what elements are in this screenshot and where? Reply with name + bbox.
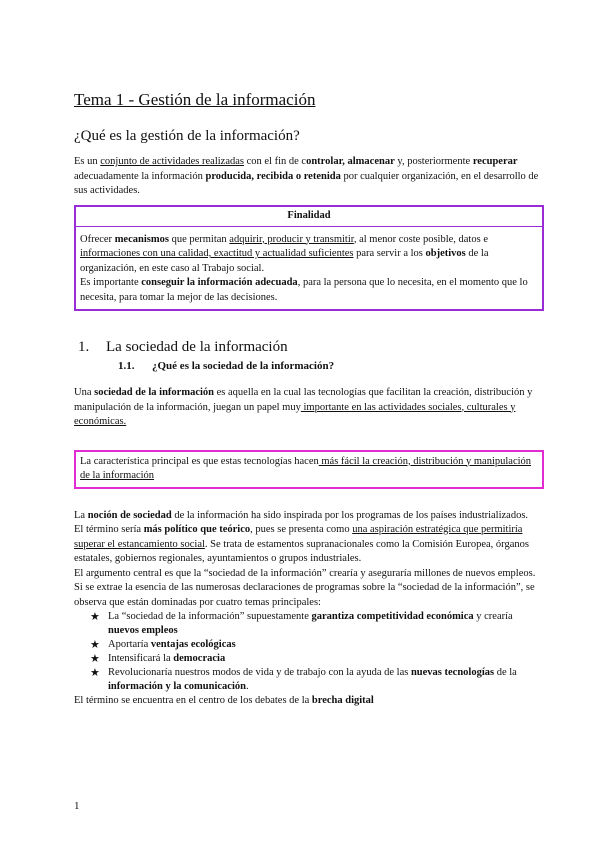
paragraph-argument: El argumento central es que la “sociedad de la información” crearía y aseguraría millones de nuevos empleos. xyxy=(74,567,536,579)
document-title: Tema 1 - Gestión de la información xyxy=(74,90,316,109)
finalidad-box xyxy=(74,205,544,312)
intro-paragraph: Es un conjunto de actividades realizadas con el fin de controlar, almacenar y, posteriormente recuperar adecuadamente la información producida, recibida o retenida por cualquier organización, en el desarrollo de sus actividades. xyxy=(74,156,539,196)
characteristic-text: La característica principal es que estas tecnologías hacen más fácil la creación, distribución y manipulación de la información xyxy=(80,455,532,481)
star-bullet-icon: ★ xyxy=(90,667,100,679)
themes-list xyxy=(74,610,544,694)
section-1-title: La sociedad de la información xyxy=(106,339,288,355)
list-item: ★ Revolucionaría nuestros modos de vida y de trabajo con la ayuda de las nuevas tecnologías de la información y la comunicación. xyxy=(90,667,517,692)
document-page xyxy=(74,90,544,709)
finalidad-paragraph-1: Ofrecer mecanismos que permitan adquirir, producir y transmitir, al menor coste posible, datos e informaciones con una calidad, exactitud y actualidad suficientes para servir a los objetivos de la organización, en este caso al Trabajo social. xyxy=(80,233,489,274)
section-1-1-heading xyxy=(118,360,544,372)
finalidad-header: Finalidad xyxy=(76,207,542,227)
section-1-1-number: 1.1. xyxy=(118,360,135,372)
section-question: ¿Qué es la gestión de la información? xyxy=(74,128,300,144)
section-1-number: 1. xyxy=(78,339,90,355)
list-item: ★ Intensificará la democracia xyxy=(90,653,226,665)
page-number: 1 xyxy=(74,800,80,812)
characteristic-box xyxy=(74,450,544,489)
star-bullet-icon: ★ xyxy=(90,611,100,623)
finalidad-paragraph-2: Es importante conseguir la información adecuada, para la persona que lo necesita, en el momento que lo necesita, para tomar la mejor de las decisiones. xyxy=(80,277,528,303)
paragraph-term: El término sería más político que teórico, pues se presenta como una aspiración estratégica que permitiría superar el estancamiento social. Se trata de estamentos supranacionales como la Comisión Europea, órganos estatales, gobiernos regionales, ayuntamientos o grupos industriales. xyxy=(74,524,529,564)
definition-paragraph: Una sociedad de la información es aquella en la cual las tecnologías que facilitan la creación, distribución y manipulación de la información, juegan un papel muy importante en las actividades sociales, culturales y económicas. xyxy=(74,387,533,427)
star-bullet-icon: ★ xyxy=(90,653,100,665)
closing-paragraph: El término se encuentra en el centro de los debates de la brecha digital xyxy=(74,695,374,706)
list-item: ★ La “sociedad de la información” supuestamente garantiza competitividad económica y crearía nuevos empleos xyxy=(90,611,513,636)
list-item: ★ Aportaría ventajas ecológicas xyxy=(90,639,236,651)
star-bullet-icon: ★ xyxy=(90,639,100,651)
section-1-heading xyxy=(78,339,544,356)
paragraph-notion: La noción de sociedad de la información ha sido inspirada por los programas de los países industrializados. xyxy=(74,509,529,521)
section-1-1-title: ¿Qué es la sociedad de la información? xyxy=(152,360,335,372)
paragraph-essence: Si se extrae la esencia de las numerosas declaraciones de programas sobre la “sociedad de la información”, se observa que están dominadas por cuatro temas principales: xyxy=(74,582,535,608)
